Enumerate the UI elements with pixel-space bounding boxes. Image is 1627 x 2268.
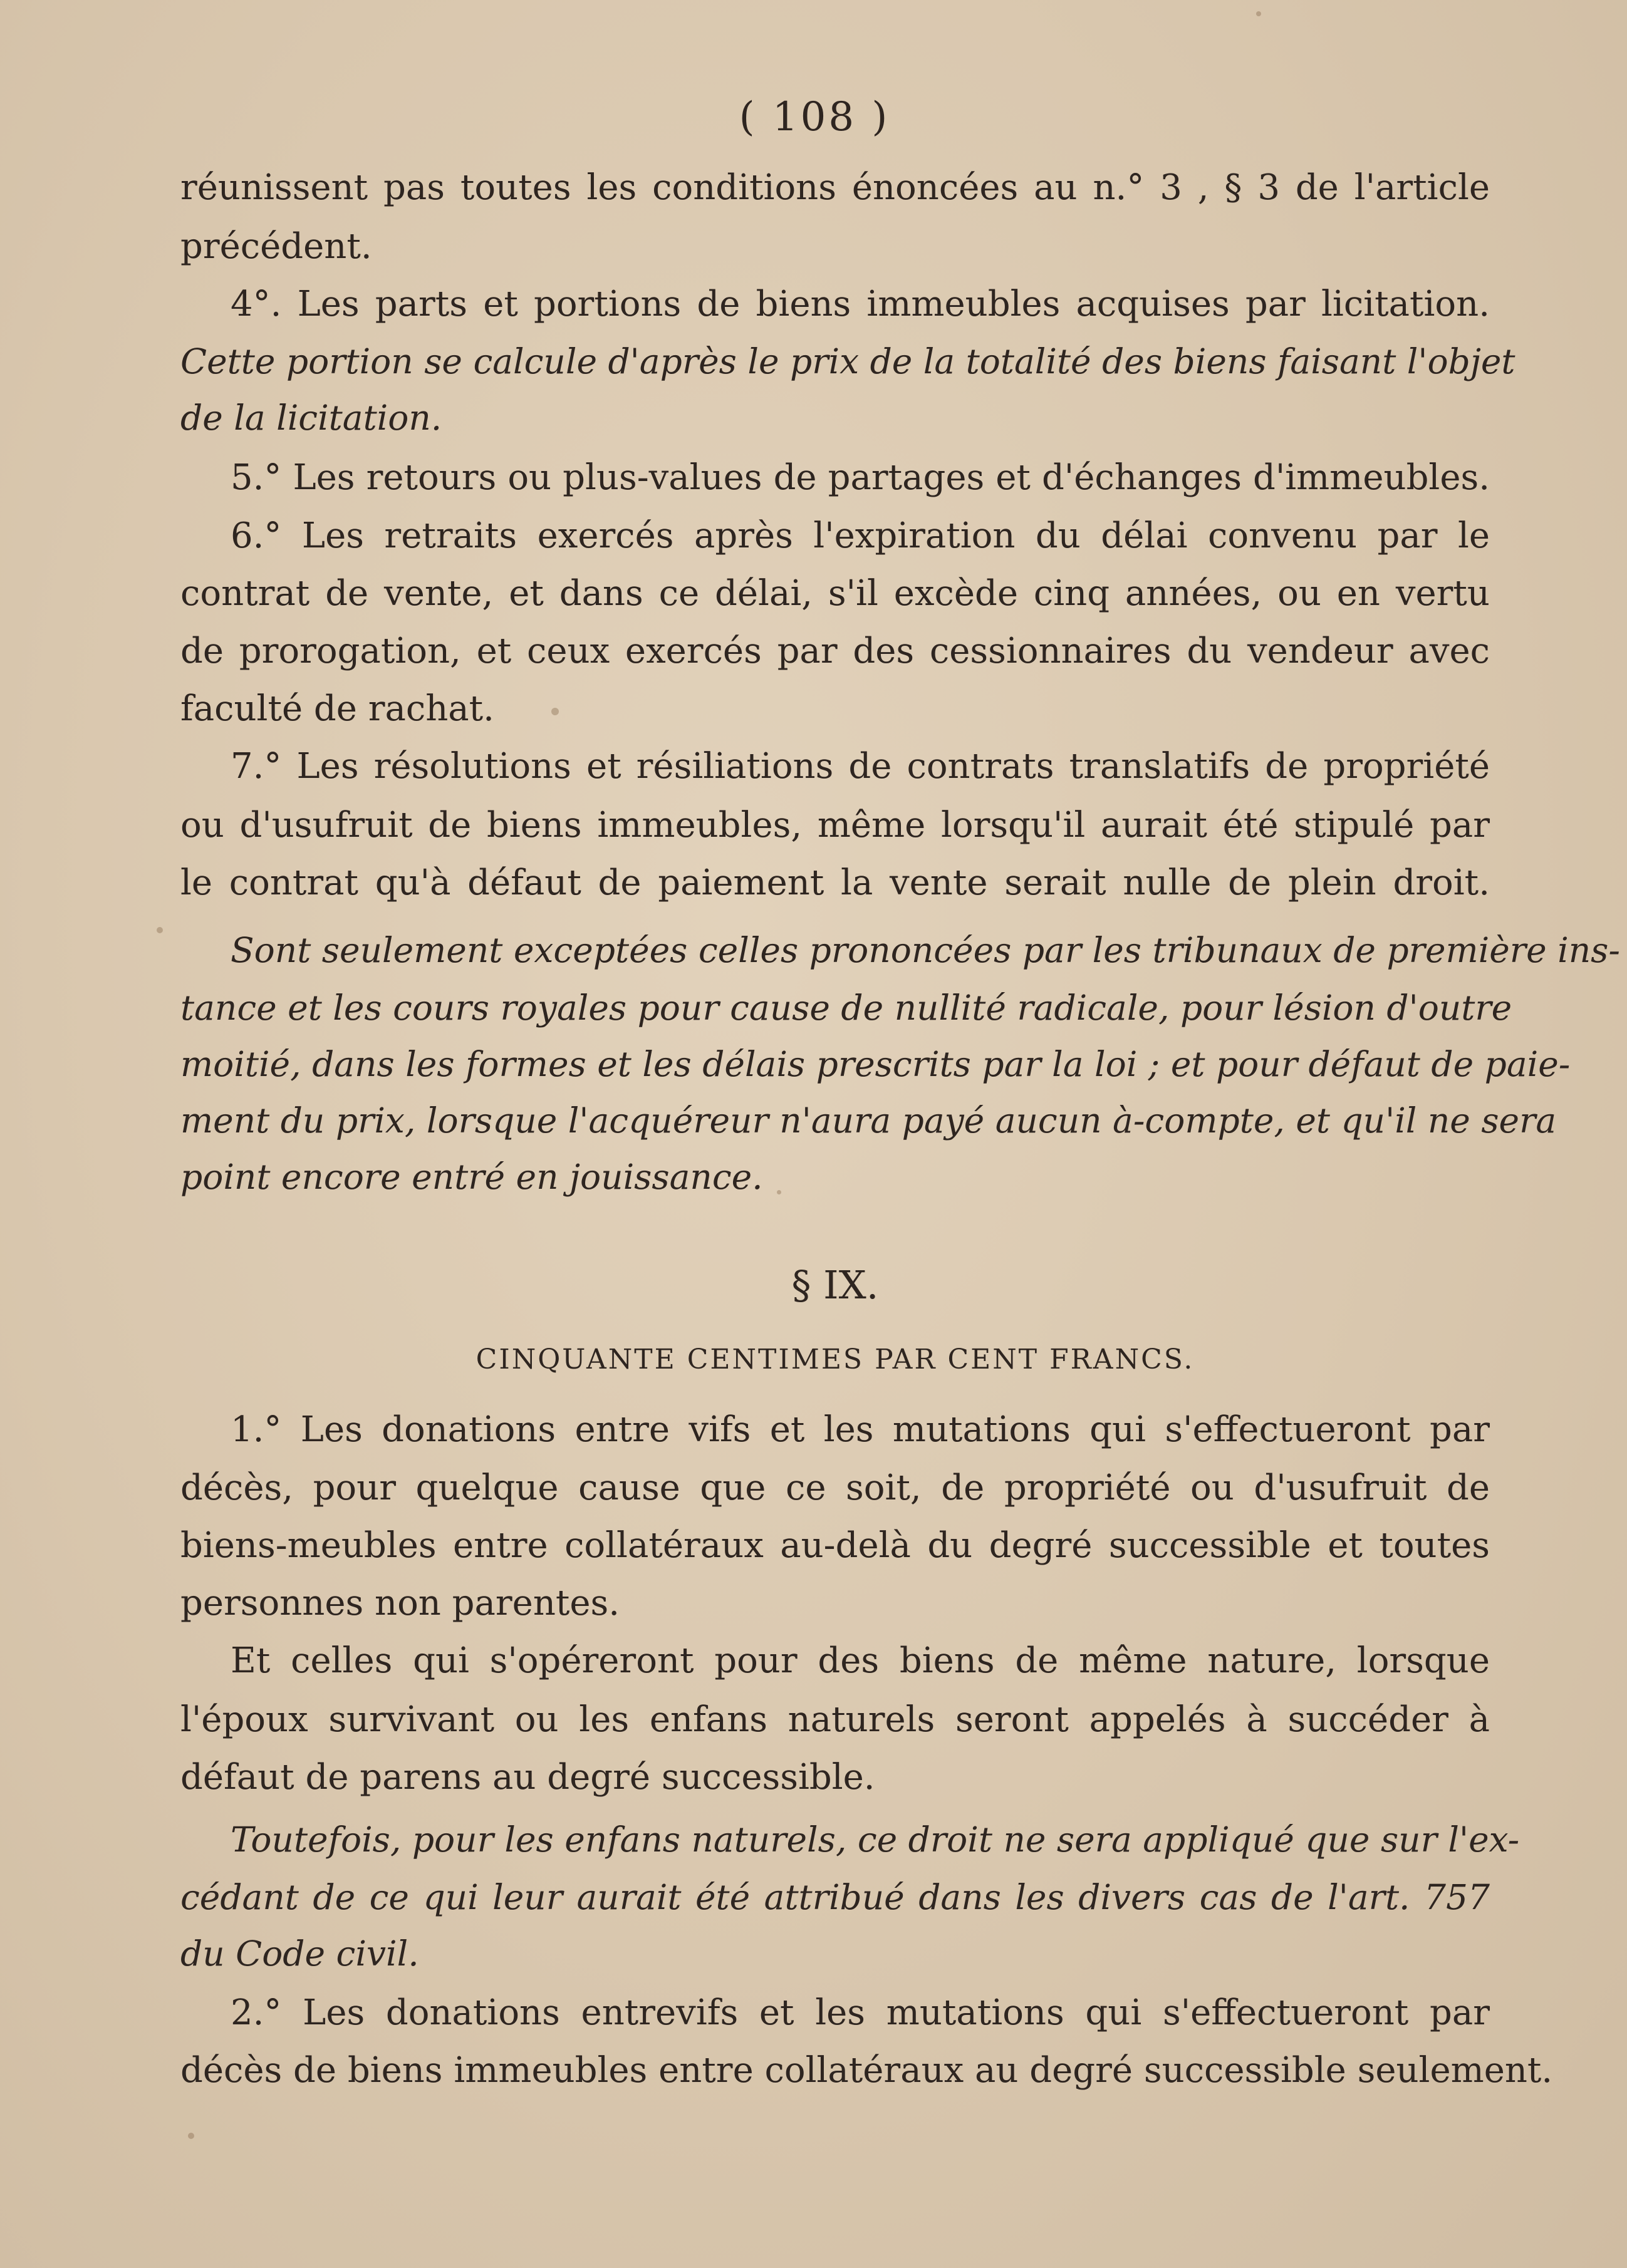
text-line: ou d'usufruit de biens immeubles, même lorsqu'il aurait été stipulé par	[180, 805, 1490, 846]
text-line: de prorogation, et ceux exercés par des cessionnaires du vendeur avec	[180, 631, 1490, 671]
section-heading: § IX.	[791, 1262, 879, 1308]
foxing-spot	[157, 927, 163, 933]
text-line: 6.° Les retraits exercés après l'expiration du délai convenu par le	[231, 515, 1490, 556]
text-line: faculté de rachat.	[180, 688, 494, 729]
text-line: biens-meubles entre collatéraux au-delà du degré successible et toutes	[180, 1525, 1490, 1566]
text-line: contrat de vente, et dans ce délai, s'il excède cinq années, ou en vertu	[180, 573, 1490, 614]
text-line-italic: ment du prix, lorsque l'acquéreur n'aura payé aucun à-compte, et qu'il ne sera	[180, 1100, 1557, 1141]
text-line: défaut de parens au degré successible.	[180, 1757, 875, 1798]
section-subheading: CINQUANTE CENTIMES PAR CENT FRANCS.	[476, 1344, 1195, 1375]
text-line: décès de biens immeubles entre collatéraux au degré successible seulement.	[180, 2050, 1553, 2091]
foxing-spot	[188, 2133, 194, 2139]
text-line: précédent.	[180, 226, 372, 267]
text-line: Et celles qui s'opéreront pour des biens de même nature, lorsque	[231, 1640, 1490, 1681]
text-line-italic: tance et les cours royales pour cause de nullité radicale, pour lésion d'outre	[180, 988, 1512, 1028]
text-line: réunissent pas toutes les conditions énoncées au n.° 3 , § 3 de l'article	[180, 167, 1490, 208]
text-line: le contrat qu'à défaut de paiement la vente serait nulle de plein droit.	[180, 862, 1490, 903]
foxing-spot	[777, 1190, 781, 1194]
text-line-italic: point encore entré en jouissance.	[180, 1157, 763, 1197]
foxing-spot	[551, 708, 559, 715]
text-line: 2.° Les donations entrevifs et les mutations qui s'effectueront par	[231, 1992, 1490, 2033]
text-line-italic: Sont seulement exceptées celles prononcées par les tribunaux de première ins-	[231, 930, 1620, 970]
text-line: décès, pour quelque cause que ce soit, de propriété ou d'usufruit de	[180, 1468, 1490, 1508]
text-line-italic: Toutefois, pour les enfans naturels, ce droit ne sera appliqué que sur l'ex-	[231, 1820, 1520, 1860]
foxing-spot	[1256, 11, 1261, 16]
text-line-italic: moitié, dans les formes et les délais prescrits par la loi ; et pour défaut de paie-	[180, 1044, 1571, 1084]
text-line: personnes non parentes.	[180, 1583, 620, 1623]
text-line-italic: de la licitation.	[180, 398, 442, 438]
page-number: ( 108 )	[739, 94, 890, 140]
text-line-italic: Cette portion se calcule d'après le prix de la totalité des biens faisant l'objet	[180, 341, 1515, 381]
text-line: 1.° Les donations entre vifs et les mutations qui s'effectueront par	[231, 1409, 1490, 1450]
text-line: l'époux survivant ou les enfans naturels seront appelés à succéder à	[180, 1699, 1490, 1740]
text-line-italic: du Code civil.	[180, 1934, 419, 1974]
text-line-italic: cédant de ce qui leur aurait été attribué dans les divers cas de l'art. 757	[180, 1877, 1490, 1917]
text-line: 5.° Les retours ou plus-values de partages et d'échanges d'immeubles.	[231, 457, 1490, 498]
text-line: 4°. Les parts et portions de biens immeubles acquises par licitation.	[231, 284, 1490, 324]
text-line: 7.° Les résolutions et résiliations de contrats translatifs de propriété	[231, 746, 1490, 787]
